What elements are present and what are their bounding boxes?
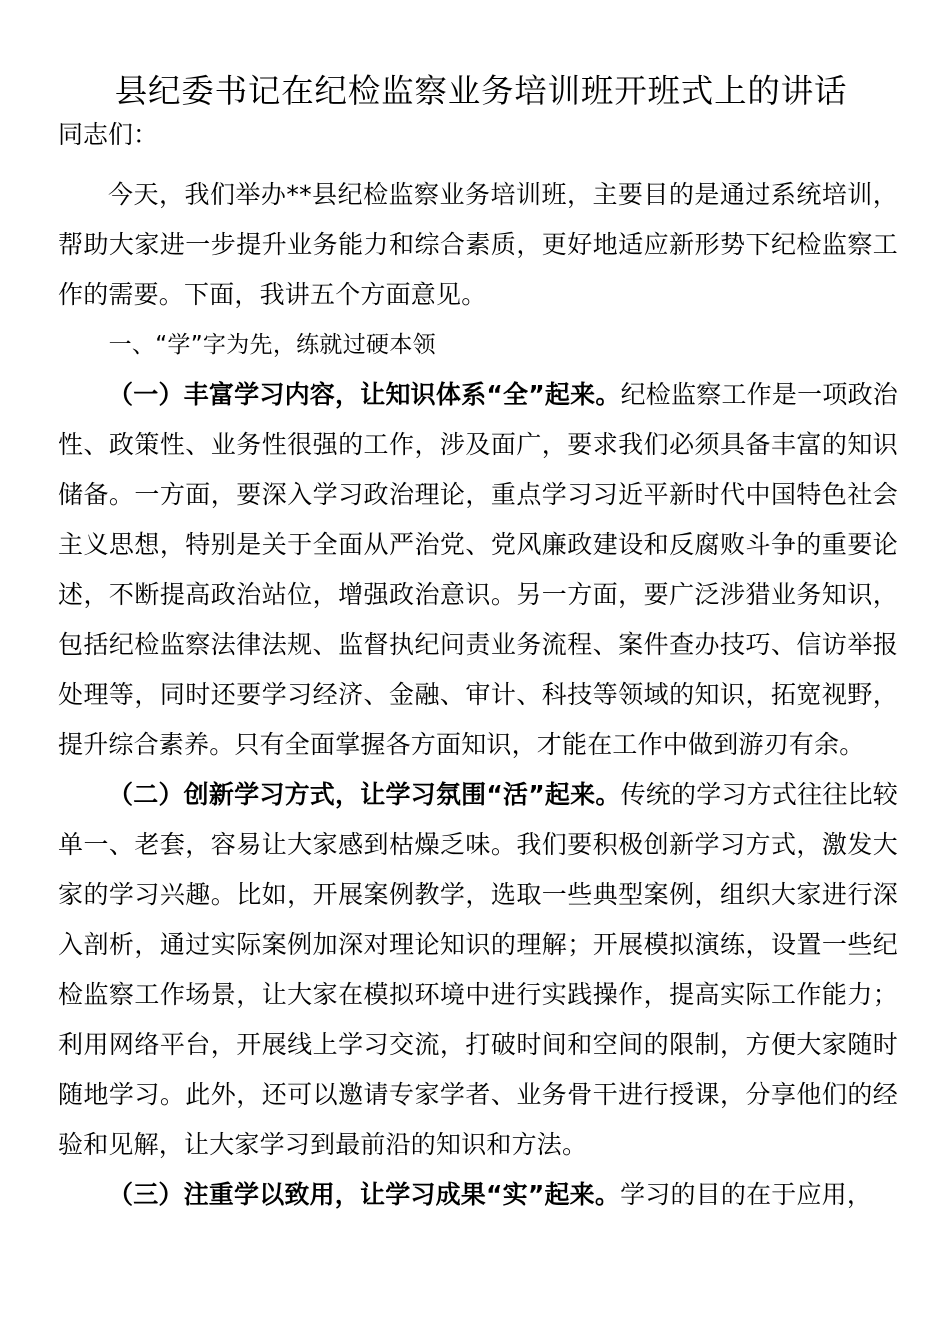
document-title: 县纪委书记在纪检监察业务培训班开班式上的讲话	[114, 72, 848, 110]
paragraph-lead-3: （三）注重学以致用，让学习成果“实”起来。	[108, 1180, 621, 1209]
paragraph-lead-1: （一）丰富学习内容，让知识体系“全”起来。	[108, 380, 621, 409]
intro-paragraph: 今天，我们举办**县纪检监察业务培训班，主要目的是通过系统培训，帮助大家进一步提升业务能力和综合素质，更好地适应新形势下纪检监察工作的需要。下面，我讲五个方面意见。	[58, 180, 898, 309]
paragraph-body-3: 学习的目的在于应用，	[620, 1180, 873, 1209]
paragraph-item-3	[58, 1170, 898, 1220]
paragraph-body-2: 传统的学习方式往往比较单一、老套，容易让大家感到枯燥乏味。我们要积极创新学习方式，激发大家的学习兴趣。比如，开展案例教学，选取一些典型案例，组织大家进行深入剖析，通过实际案例加深对理论知识的理解；开展模拟演练，设置一些纪检监察工作场景，让大家在模拟环境中进行实践操作，提高实际工作能力；利用网络平台，开展线上学习交流，打破时间和空间的限制，方便大家随时随地学习。此外，还可以邀请专家学者、业务骨干进行授课，分享他们的经验和见解，让大家学习到最前沿的知识和方法。	[58, 780, 898, 1159]
paragraph-item-1	[58, 370, 898, 770]
document-page	[58, 62, 898, 1220]
paragraph-lead-2: （二）创新学习方式，让学习氛围“活”起来。	[108, 780, 621, 809]
section-heading-1: 一、“学”字为先，练就过硬本领	[108, 332, 436, 358]
salutation: 同志们：	[58, 120, 159, 149]
paragraph-item-2	[58, 770, 898, 1170]
paragraph-body-1: 纪检监察工作是一项政治性、政策性、业务性很强的工作，涉及面广，要求我们必须具备丰富的知识储备。一方面，要深入学习政治理论，重点学习习近平新时代中国特色社会主义思想，特别是关于全面从严治党、党风廉政建设和反腐败斗争的重要论述，不断提高政治站位，增强政治意识。另一方面，要广泛涉猎业务知识，包括纪检监察法律法规、监督执纪问责业务流程、案件查办技巧、信访举报处理等，同时还要学习经济、金融、审计、科技等领域的知识，拓宽视野，提升综合素养。只有全面掌握各方面知识，才能在工作中做到游刃有余。	[58, 380, 898, 759]
